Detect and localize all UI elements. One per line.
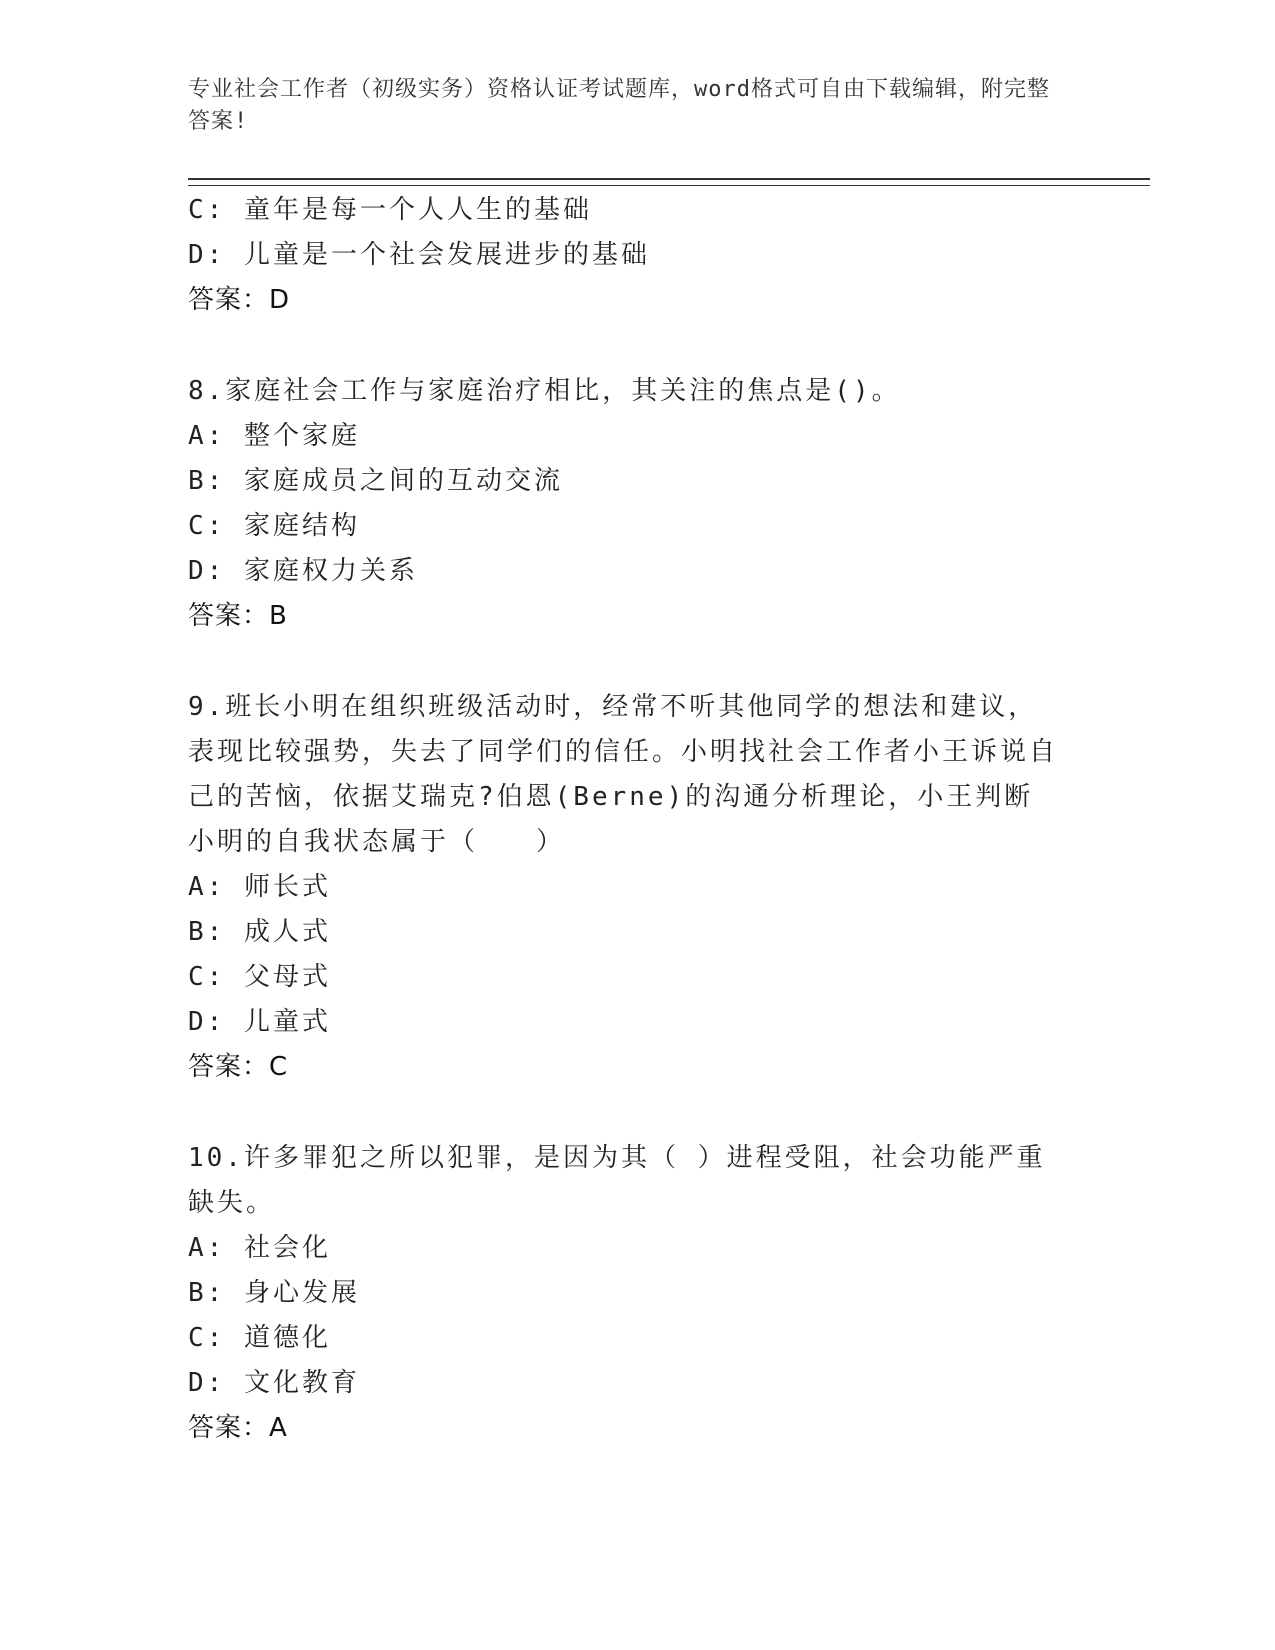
question-stem: 9.班长小明在组织班级活动时，经常不听其他同学的想法和建议，表现比较强势，失去了同学们的信任。小明找社会工作者小王诉说自己的苦恼，依据艾瑞克?伯恩(Berne)的沟通分析理论，小王判断小明的自我状态属于（ ） [188, 692, 1059, 857]
option-b: B: 成人式 [188, 917, 331, 947]
spacer [188, 1090, 1068, 1136]
question-9 [188, 685, 1068, 1090]
question-list [188, 188, 1068, 1451]
answer-line: 答案：A [188, 1413, 288, 1443]
option-a: A: 师长式 [188, 872, 331, 902]
option-c: C: 道德化 [188, 1323, 331, 1353]
question-8 [188, 369, 1068, 639]
option-c: C: 童年是每一个人人生的基础 [188, 195, 592, 225]
document-page [188, 0, 1148, 1650]
option-c: C: 父母式 [188, 962, 331, 992]
option-d: D: 家庭权力关系 [188, 556, 418, 586]
option-a: A: 社会化 [188, 1233, 331, 1263]
header-divider [188, 178, 1150, 186]
option-d: D: 儿童式 [188, 1007, 331, 1037]
question-stem: 10.许多罪犯之所以犯罪，是因为其（ ）进程受阻，社会功能严重缺失。 [188, 1143, 1046, 1218]
answer-line: 答案：D [188, 285, 291, 315]
option-b: B: 身心发展 [188, 1278, 360, 1308]
spacer [188, 639, 1068, 685]
option-d: D: 儿童是一个社会发展进步的基础 [188, 240, 650, 270]
spacer [188, 323, 1068, 369]
option-d: D: 文化教育 [188, 1368, 360, 1398]
question-carryover [188, 188, 1068, 323]
option-a: A: 整个家庭 [188, 421, 360, 451]
answer-line: 答案：C [188, 1052, 289, 1082]
page-header: 专业社会工作者（初级实务）资格认证考试题库，word格式可自由下载编辑，附完整答案! [188, 77, 1050, 134]
option-c: C: 家庭结构 [188, 511, 360, 541]
option-b: B: 家庭成员之间的互动交流 [188, 466, 563, 496]
answer-line: 答案：B [188, 601, 288, 631]
question-10 [188, 1136, 1068, 1451]
question-stem: 8.家庭社会工作与家庭治疗相比，其关注的焦点是()。 [188, 376, 901, 406]
